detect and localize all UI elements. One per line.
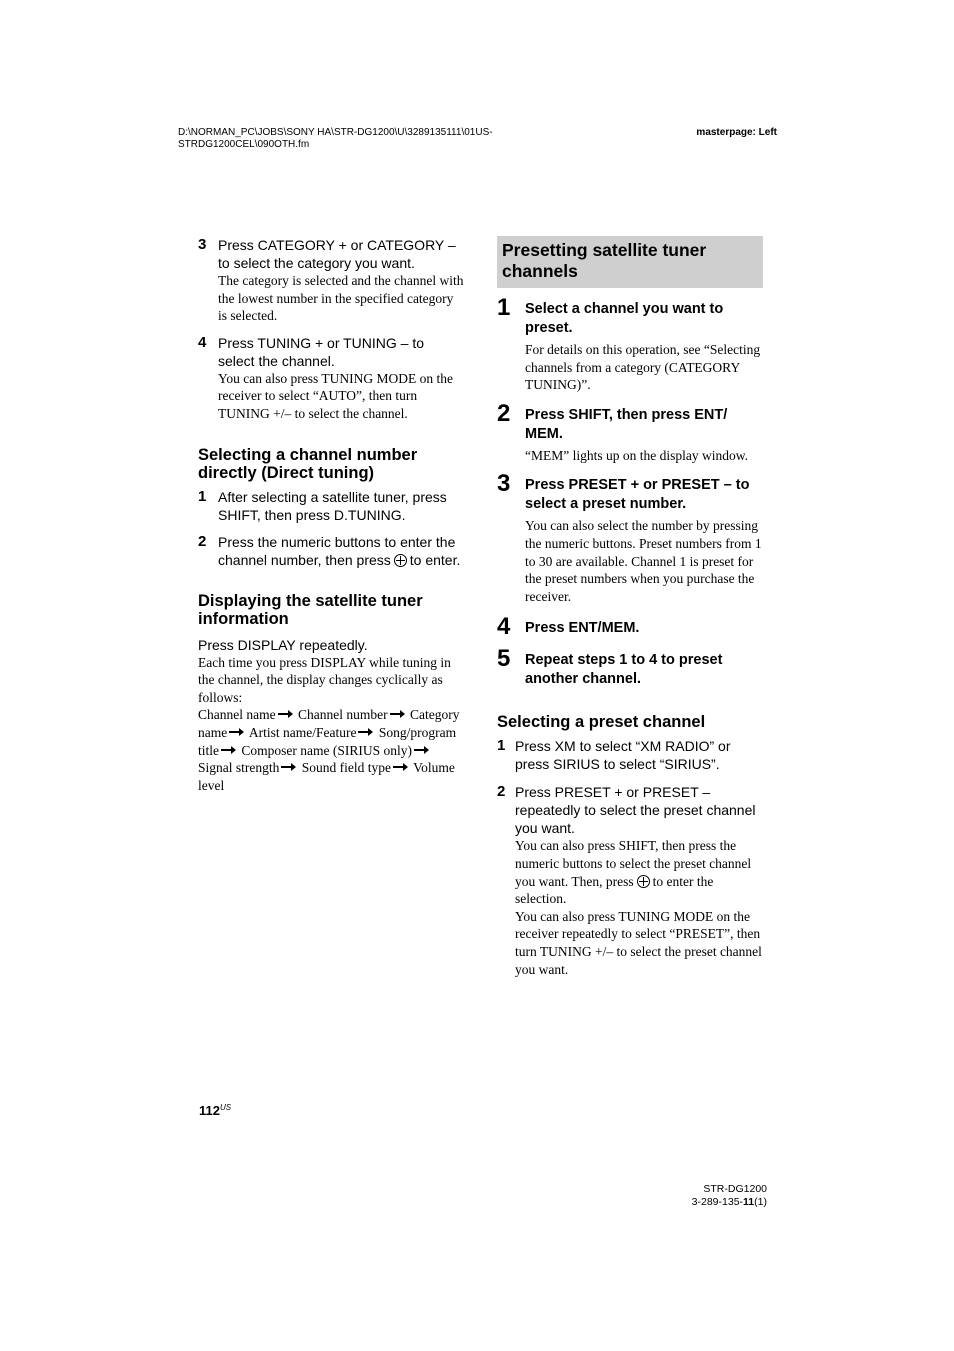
step-number: 3: [497, 470, 511, 498]
step-3-category: [198, 236, 464, 325]
arrow-icon: [229, 728, 244, 736]
step-body: “MEM” lights up on the display window.: [525, 447, 748, 463]
preset-step-1: [497, 294, 763, 394]
step-number: 2: [497, 399, 511, 427]
preset-select-step-1: [497, 737, 763, 773]
step-lead: Press PRESET + or PRESET – repeatedly to select the preset channel you want.: [515, 784, 756, 837]
enter-icon: [637, 875, 650, 888]
step-lead: Press XM to select “XM RADIO” or press SIRIUS to select “SIRIUS”.: [515, 738, 731, 773]
step-lead: Press PRESET + or PRESET – to select a preset number.: [525, 477, 750, 513]
arrow-icon: [278, 710, 293, 718]
step-number: 1: [497, 737, 506, 755]
preset-step-5: [497, 645, 763, 689]
masterpage-label: masterpage: Left: [696, 127, 777, 138]
file-path-line2: STRDG1200CEL\090OTH.fm: [178, 139, 310, 150]
file-path: [178, 127, 493, 151]
step-lead: Repeat steps 1 to 4 to preset another channel.: [525, 652, 723, 688]
step-lead: Press the numeric buttons to enter the channel number, then press to enter.: [218, 533, 461, 568]
section-banner: [497, 236, 763, 288]
step-body: You can also press TUNING MODE on the receiver to select “AUTO”, then turn TUNING +/– to select the channel.: [218, 370, 453, 421]
display-info-heading: Displaying the satellite tuner information: [198, 591, 423, 628]
step-number: 1: [198, 487, 207, 505]
display-lead: Press DISPLAY repeatedly.: [198, 636, 368, 653]
direct-step-1: [198, 488, 464, 524]
enter-icon: [394, 554, 407, 567]
step-4-tuning: [198, 334, 464, 423]
model-footer: [692, 1183, 767, 1209]
right-column: [497, 236, 763, 978]
page-number: $112^{US}$: [199, 1103, 232, 1118]
left-column: [198, 236, 464, 794]
step-number: 3: [198, 236, 207, 253]
step-number: 2: [198, 532, 207, 550]
step-body: For details on this operation, see “Selecting channels from a category (CATEGORY TUNING)”.: [525, 342, 761, 393]
file-path-line1: D:\NORMAN_PC\JOBS\SONY HA\STR-DG1200\U\3289135111\01US-: [178, 127, 493, 138]
arrow-icon: [221, 746, 236, 754]
step-body: You can also press SHIFT, then press the numeric buttons to select the preset channel you want. Then, press to enter the selection.: [515, 838, 752, 907]
preset-step-4: [497, 613, 763, 641]
arrow-icon: [390, 710, 405, 718]
step-lead: Press CATEGORY + or CATEGORY – to select the category you want.: [218, 237, 456, 271]
step-number: 4: [198, 333, 207, 351]
step-number: 1: [497, 294, 511, 321]
banner-title: Presetting satellite tuner channels: [502, 240, 707, 281]
step-lead: Press SHIFT, then press ENT/ MEM.: [525, 406, 728, 442]
arrow-icon: [281, 763, 296, 771]
model-name: STR-DG1200: [703, 1183, 767, 1195]
step-lead: After selecting a satellite tuner, press SHIFT, then press D.TUNING.: [218, 488, 447, 523]
preset-select-step-2: [497, 783, 763, 978]
display-body: Each time you press DISPLAY while tuning in the channel, the display changes cyclically as follows:: [198, 654, 451, 705]
step-lead: Select a channel you want to preset.: [525, 301, 724, 336]
preset-step-3: [497, 470, 763, 605]
direct-tuning-heading: Selecting a channel number directly (Direct tuning): [198, 445, 418, 482]
step-number: 5: [497, 645, 511, 673]
step-lead: Press TUNING + or TUNING – to select the channel.: [218, 334, 425, 369]
step-body: You can also select the number by pressing the numeric buttons. Preset numbers from 1 to 30 are available. Channel 1 is preset for the preset numbers when you purchase the receiver.: [525, 518, 762, 604]
step-number: 4: [497, 613, 511, 641]
preset-channel-heading: Selecting a preset channel: [497, 713, 706, 732]
arrow-icon: [414, 746, 429, 754]
step-body: The category is selected and the channel with the lowest number in the specified category is selected.: [218, 273, 464, 324]
step-number: 2: [497, 783, 506, 801]
preset-step-2: [497, 399, 763, 465]
display-cycle: Channel name Channel number Category name Artist name/Feature Song/program title Composer name (SIRIUS only) Signal strength Sound field type Volume level: [198, 707, 460, 793]
page-suffix: US: [219, 1103, 232, 1112]
step-lead: Press ENT/MEM.: [525, 620, 640, 637]
step-body-note: You can also press TUNING MODE on the receiver repeatedly to select “PRESET”, then turn TUNING +/– to select the preset channel you want.: [515, 908, 762, 977]
arrow-icon: [393, 763, 408, 771]
model-code: 3-289-135-11(1): [691, 1196, 767, 1208]
arrow-icon: [358, 728, 373, 736]
direct-step-2: [198, 533, 464, 569]
